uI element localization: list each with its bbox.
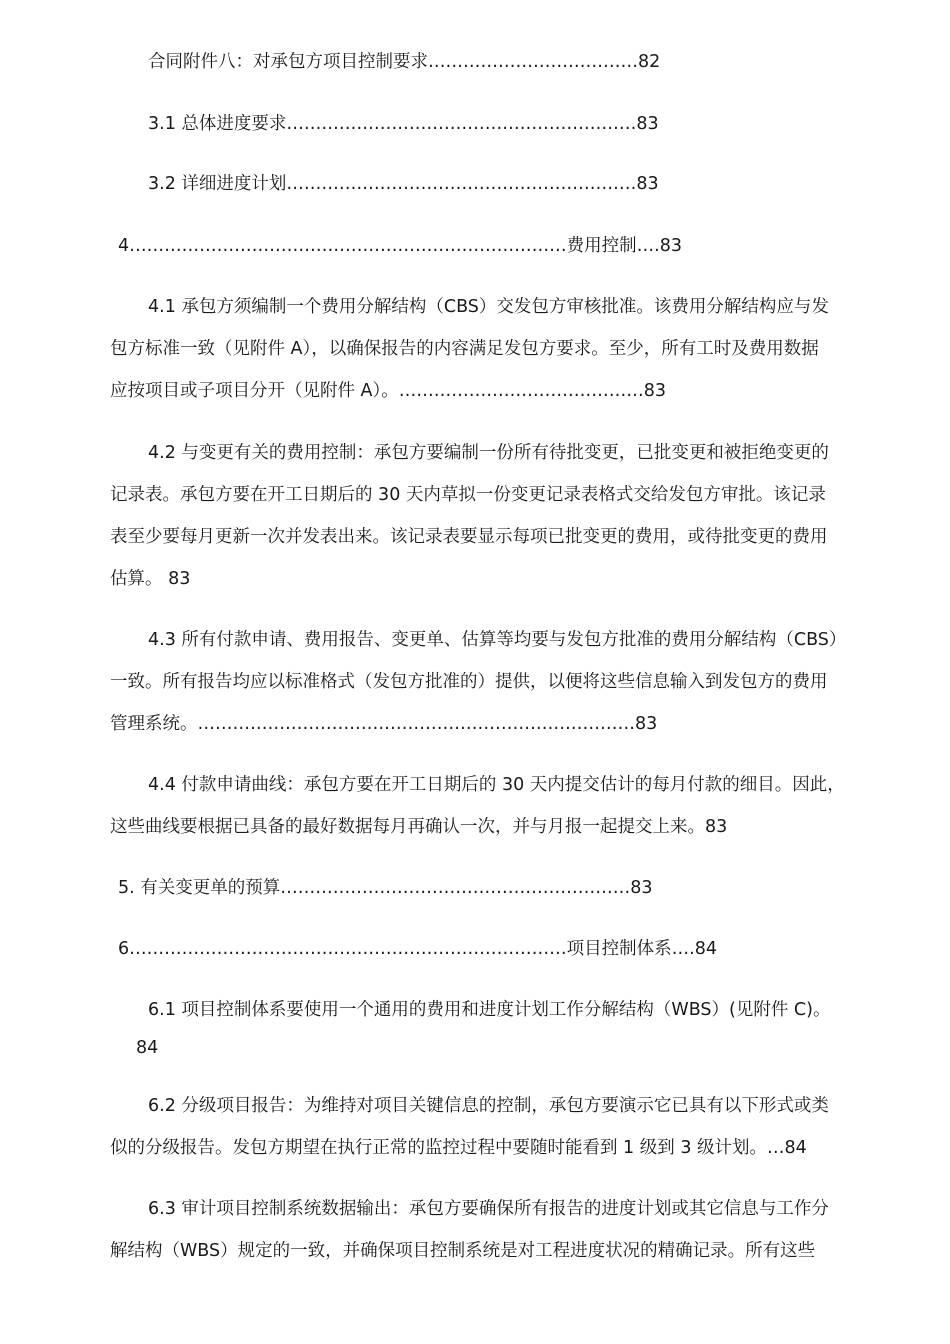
- toc-paragraph-4-4-line: 4.4 付款申请曲线：承包方要在开工日期后的 30 天内提交估计的每月付款的细目。因此，: [148, 775, 845, 795]
- toc-paragraph-4-2-line: 记录表。承包方要在开工日期后的 30 天内草拟一份变更记录表格式交给发包方审批。该记录: [110, 485, 826, 505]
- toc-paragraph-4-3-line: 管理系统。…………………………………………………………………83: [110, 714, 658, 734]
- toc-paragraph-6-1-line: 6.1 项目控制体系要使用一个通用的费用和进度计划工作分解结构（WBS）(见附件 C)。: [148, 1000, 831, 1020]
- toc-paragraph-6-3-line: 解结构（WBS）规定的一致，并确保项目控制系统是对工程进度状况的精确记录。所有这些: [110, 1241, 816, 1261]
- toc-paragraph-6-1-page: 84: [136, 1038, 159, 1058]
- toc-entry-6: 6…………………………………………………………………项目控制体系….84: [118, 939, 717, 959]
- toc-paragraph-4-2-line: 估算。 83: [110, 569, 191, 589]
- toc-entry-4: 4…………………………………………………………………费用控制….83: [118, 236, 682, 256]
- toc-paragraph-4-3-line: 一致。所有报告均应以标准格式（发包方批准的）提供，以便将这些信息输入到发包方的费用: [110, 672, 828, 692]
- toc-entry-3-1: 3.1 总体进度要求……………………………………………………83: [148, 114, 659, 134]
- toc-paragraph-4-1-line: 应按项目或子项目分开（见附件 A）。……………………………………83: [110, 381, 667, 401]
- toc-paragraph-4-1-line: 4.1 承包方须编制一个费用分解结构（CBS）交发包方审核批准。该费用分解结构应与发: [148, 297, 829, 317]
- toc-paragraph-6-3-line: 6.3 审计项目控制系统数据输出：承包方要确保所有报告的进度计划或其它信息与工作分: [148, 1199, 829, 1219]
- toc-paragraph-4-2-line: 表至少要每月更新一次并发表出来。该记录表要显示每项已批变更的费用，或待批变更的费用: [110, 527, 828, 547]
- toc-paragraph-4-2-line: 4.2 与变更有关的费用控制：承包方要编制一份所有待批变更，已批变更和被拒绝变更的: [148, 443, 829, 463]
- toc-paragraph-6-2-line: 似的分级报告。发包方期望在执行正常的监控过程中要随时能看到 1 级到 3 级计划。…84: [110, 1138, 807, 1158]
- toc-paragraph-4-1-line: 包方标准一致（见附件 A），以确保报告的内容满足发包方要求。至少，所有工时及费用数据: [110, 339, 819, 359]
- toc-paragraph-4-3-line: 4.3 所有付款申请、费用报告、变更单、估算等均要与发包方批准的费用分解结构（CBS）: [148, 630, 847, 650]
- toc-entry-appendix-8: 合同附件八：对承包方项目控制要求………………………………82: [148, 52, 661, 72]
- toc-paragraph-4-4-line: 这些曲线要根据已具备的最好数据每月再确认一次，并与月报一起提交上来。83: [110, 817, 728, 837]
- toc-paragraph-6-2-line: 6.2 分级项目报告：为维持对项目关键信息的控制，承包方要演示它已具有以下形式或类: [148, 1096, 829, 1116]
- toc-entry-3-2: 3.2 详细进度计划……………………………………………………83: [148, 174, 659, 194]
- toc-entry-5: 5. 有关变更单的预算……………………………………………………83: [118, 878, 653, 898]
